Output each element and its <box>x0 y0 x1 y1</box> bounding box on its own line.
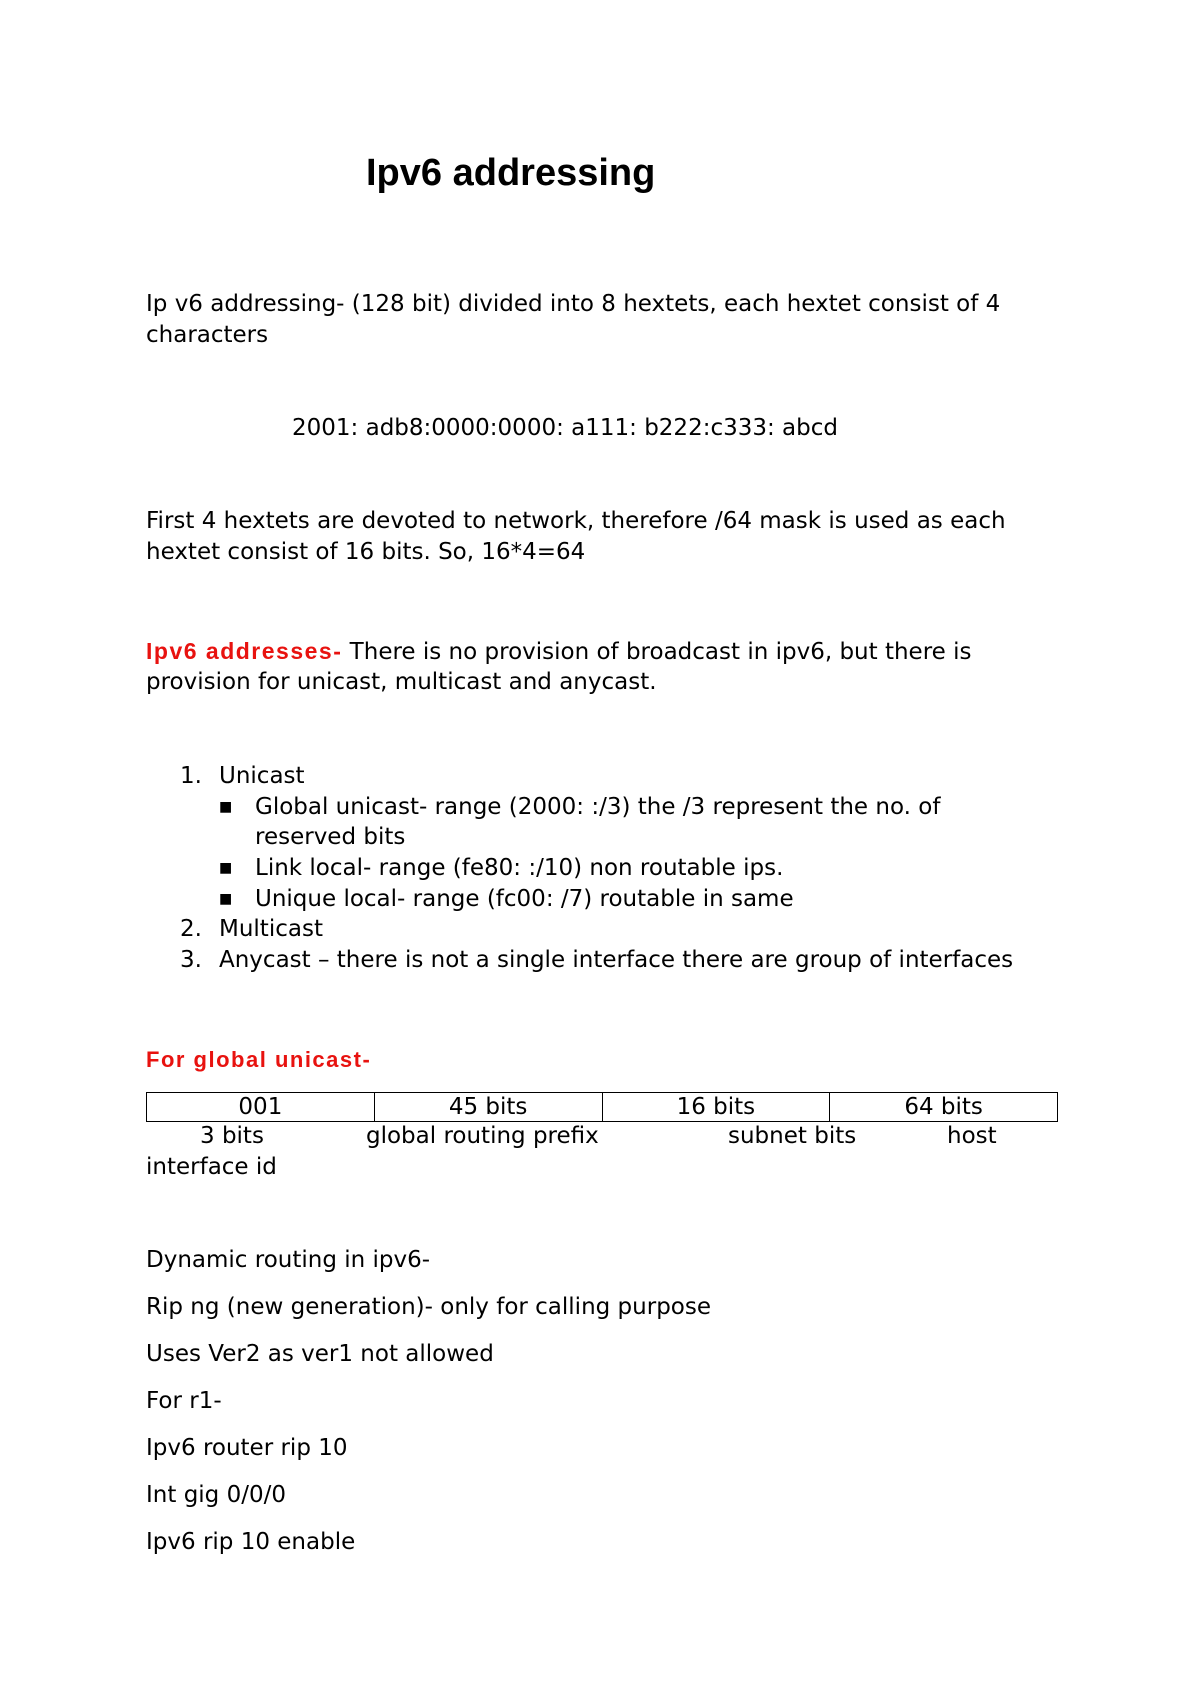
routing-line: Ipv6 router rip 10 <box>146 1435 348 1461</box>
table-cell: 001 <box>147 1093 375 1122</box>
table-cell: 64 bits <box>830 1093 1058 1122</box>
sub-item-link-local: Link local- range (fe80: :/10) non routable ips. <box>255 855 784 881</box>
bullet-icon: ■ <box>219 799 233 815</box>
table-cell: 45 bits <box>374 1093 602 1122</box>
list-item-unicast: Unicast <box>219 763 305 789</box>
routing-line: Uses Ver2 as ver1 not allowed <box>146 1341 494 1367</box>
bullet-icon: ■ <box>219 891 233 907</box>
list-number: 1. <box>180 763 202 789</box>
sub-item-unique-local: Unique local- range (fc00: /7) routable in same <box>255 886 794 912</box>
list-number: 2. <box>180 916 202 942</box>
sub-item-global-unicast: Global unicast- range (2000: :/3) the /3 represent the no. of <box>255 794 941 820</box>
table-caption: global routing prefix <box>366 1123 599 1149</box>
list-item-multicast: Multicast <box>219 916 323 942</box>
table-caption: host <box>947 1123 997 1149</box>
bullet-icon: ■ <box>219 860 233 876</box>
page-title: Ipv6 addressing <box>366 152 656 194</box>
table-caption: subnet bits <box>728 1123 857 1149</box>
global-unicast-heading: For global unicast- <box>146 1047 372 1072</box>
network-paragraph-line: First 4 hextets are devoted to network, therefore /64 mask is used as each <box>146 508 1006 534</box>
global-unicast-table <box>146 1092 1058 1122</box>
list-item-anycast: Anycast – there is not a single interface there are group of interfaces <box>219 947 1014 973</box>
intro-line: Ip v6 addressing- (128 bit) divided into 8 hextets, each hextet consist of 4 <box>146 291 1001 317</box>
routing-line: Int gig 0/0/0 <box>146 1482 286 1508</box>
routing-line: For r1- <box>146 1388 222 1414</box>
list-number: 3. <box>180 947 202 973</box>
addresses-paragraph-line: provision for unicast, multicast and anycast. <box>146 669 657 695</box>
example-address: 2001: adb8:0000:0000: a111: b222:c333: abcd <box>292 415 838 441</box>
table-caption-tail: interface id <box>146 1154 277 1180</box>
intro-line: characters <box>146 322 269 348</box>
routing-line: Dynamic routing in ipv6- <box>146 1247 431 1273</box>
table-caption: 3 bits <box>200 1123 264 1149</box>
routing-line: Ipv6 rip 10 enable <box>146 1529 356 1555</box>
addresses-heading: Ipv6 addresses- <box>146 638 343 664</box>
routing-line: Rip ng (new generation)- only for calling purpose <box>146 1294 711 1320</box>
sub-item-global-unicast-cont: reserved bits <box>255 824 406 850</box>
addresses-text: There is no provision of broadcast in ipv6, but there is <box>342 639 972 665</box>
table-cell: 16 bits <box>602 1093 830 1122</box>
addresses-paragraph <box>146 636 972 668</box>
network-paragraph-line: hextet consist of 16 bits. So, 16*4=64 <box>146 539 586 565</box>
